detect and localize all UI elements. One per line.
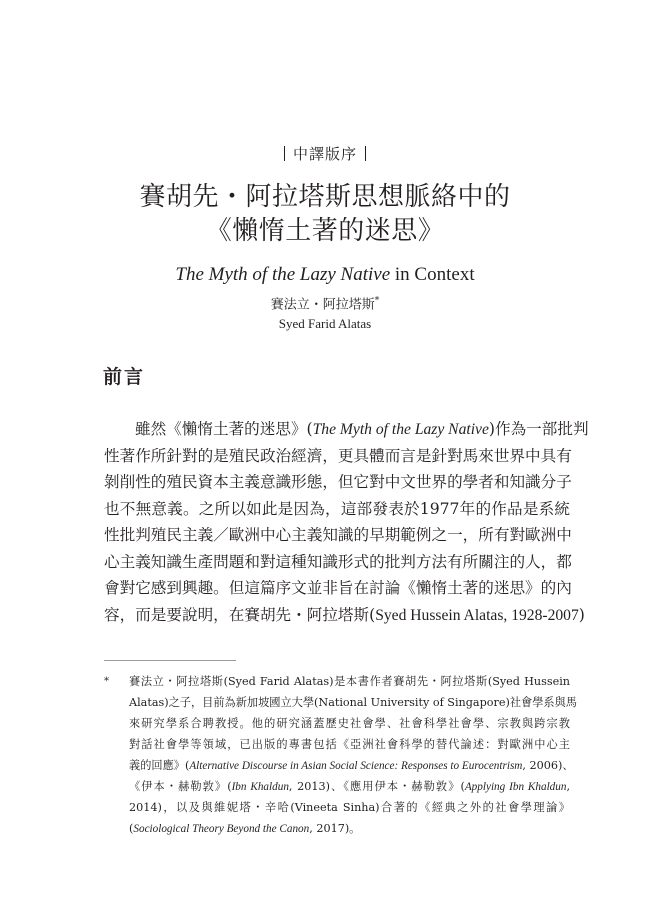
body-latin-name: Syed Hussein Alatas, 1928-2007 (375, 606, 579, 624)
body-paragraph (104, 416, 589, 628)
title-block (0, 180, 650, 333)
chapter-title-line-2: 《懶惰土著的迷思》 (205, 216, 445, 246)
body-italic-title: The Myth of the Lazy Native (312, 421, 489, 438)
author-name-en: Syed Farid Alatas (278, 316, 372, 332)
body-line: 剝削性的殖民資本主義意識形態，但它對中文世界的學者和知識分子 (104, 473, 572, 491)
footnote-line: 賽法立・阿拉塔斯(Syed Farid Alatas)是本書作者賽胡先・阿拉塔斯(Syed Hussein (129, 675, 570, 688)
body-line (104, 416, 589, 443)
footnote-italic-title: Ibn Khaldun (231, 781, 289, 793)
body-text-run: 容，而是要說明，在賽胡先・阿拉塔斯( (104, 605, 376, 624)
footnote-line (129, 776, 570, 797)
body-text-run: ) (578, 605, 585, 624)
footnote-text-run: 義的回應》( (129, 759, 190, 772)
footnote-marker: * (104, 676, 109, 687)
footnote-text-run: 《伊本・赫勒敦》( (129, 780, 232, 793)
footnote-line: 2014)，以及與維妮塔・辛哈(Vineeta Sinha)合著的《經典之外的社會學理論》 (129, 801, 570, 814)
label-bar-left (284, 146, 285, 161)
body-line: 也不無意義。之所以如此是因為，這部發表於1977年的作品是系統 (104, 499, 570, 518)
body-text-run: 雖然《懶惰土著的迷思》( (135, 420, 313, 438)
footnote-line: 來研究學系合聘教授。他的研究涵蓋歷史社會學、社會科學社會學、宗教與跨宗教 (129, 717, 570, 730)
body-line: 心主義知識生產問題和對這種知識形式的批判方法有所關注的人，都 (104, 552, 572, 571)
footnote-line (129, 755, 574, 776)
english-title-rest: in Context (390, 264, 475, 285)
footnote-text-run: , (566, 780, 571, 793)
footnote-line: 對話社會學等領域，已出版的專書包括《亞洲社會科學的替代論述：對歐洲中心主 (129, 738, 570, 751)
footnote-line: Alatas)之子，目前為新加坡國立大學(National University of Singapore)社會學系與馬 (129, 696, 577, 709)
english-title (0, 264, 650, 286)
footnote-text-run: ( (129, 822, 134, 835)
english-title-italic: The Myth of the Lazy Native (175, 264, 391, 285)
body-text-run: )作為一部批判 (488, 420, 589, 438)
section-label (0, 143, 650, 164)
body-line (104, 602, 585, 629)
section-label-text: 中譯版序 (292, 145, 357, 163)
author-footnote-marker[interactable]: * (374, 296, 380, 306)
section-heading: 前言 (103, 366, 146, 388)
footnote-text-run: , 2017)。 (309, 822, 361, 835)
footnote-line (129, 818, 570, 839)
footnote-body (129, 671, 577, 839)
chapter-title-line-1: 賽胡先・阿拉塔斯思想脈絡中的 (139, 182, 511, 212)
author-name-zh-text: 賽法立・阿拉塔斯 (270, 297, 375, 313)
footnote-italic-title: Applying Ibn Khaldun (464, 781, 567, 793)
author-name-zh (0, 291, 650, 315)
footnote-text-run: , 2006)、 (522, 759, 574, 772)
footnote-italic-title: Alternative Discourse in Asian Social Science: Responses to Eurocentrism (189, 760, 523, 772)
label-bar-right (365, 146, 366, 161)
body-line: 性著作所針對的是殖民政治經濟，更具體而言是針對馬來世界中具有 (104, 446, 572, 465)
body-line: 會對它感到興趣。但這篇序文並非旨在討論《懶惰土著的迷思》的內 (104, 579, 572, 597)
footnote-italic-title: Sociological Theory Beyond the Canon (133, 823, 310, 835)
footnote-text-run: , 2013)、《應用伊本・赫勒敦》( (288, 780, 465, 793)
body-line: 性批判殖民主義／歐洲中心主義知識的早期範例之一，所有對歐洲中 (104, 526, 572, 544)
footnote-divider (104, 660, 236, 661)
